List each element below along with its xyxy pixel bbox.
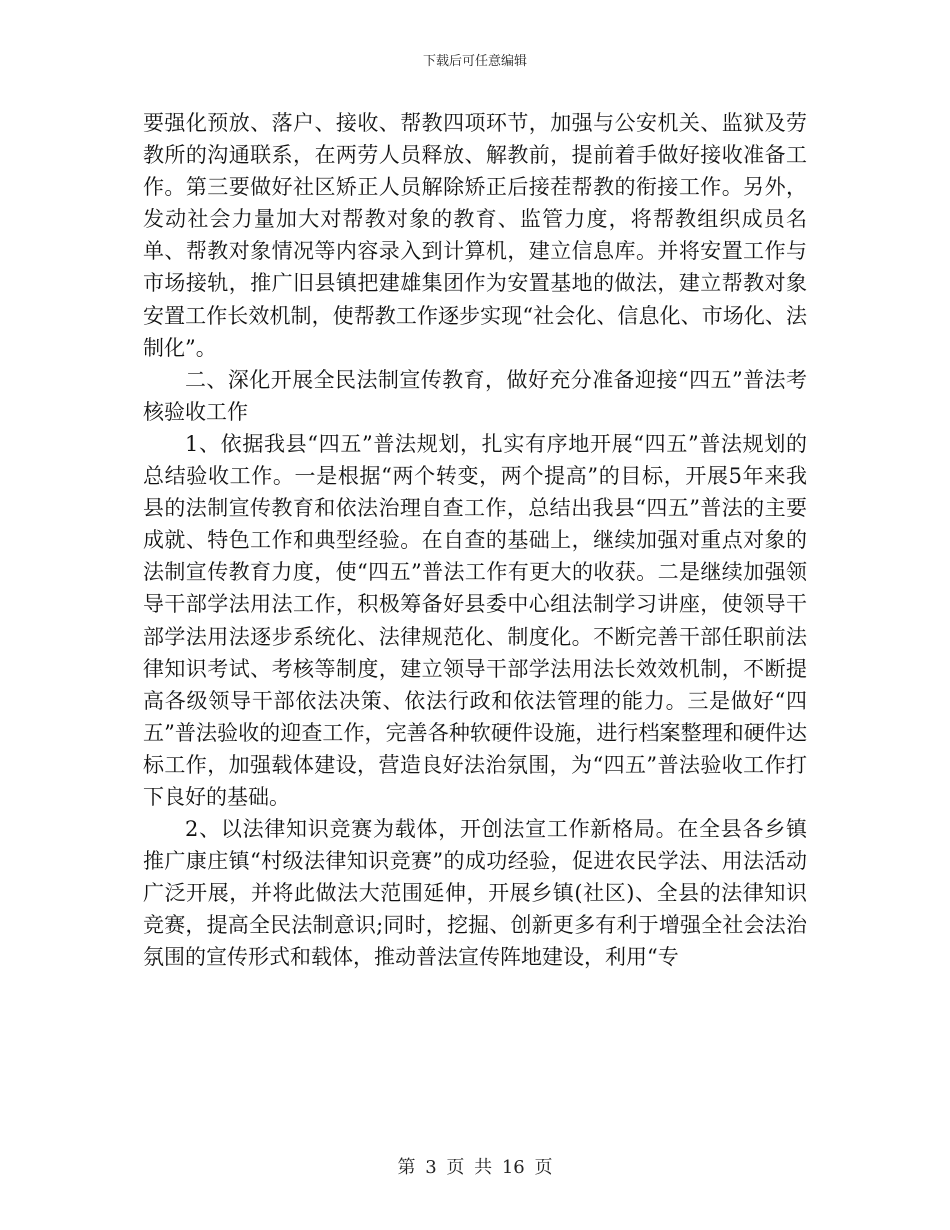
document-body [143, 107, 807, 974]
page-footer: 第 3 页 共 16 页 [397, 1157, 553, 1178]
page-header: 下载后可任意编辑 [422, 54, 527, 69]
paragraph-continuation: 要强化预放、落户、接收、帮教四项环节，加强与公安机关、监狱及劳教所的沟通联系，在两劳人员释放、解教前，提前着手做好接收准备工作。第三要做好社区矫正人员解除矫正后接茬帮教的衔接工作。另外，发动社会力量加大对帮教对象的教育、监管力度，将帮教组织成员名单、帮教对象情况等内容录入到计算机，建立信息库。并将安置工作与市场接轨，推广旧县镇把建雄集团作为安置基地的做法，建立帮教对象安置工作长效机制，使帮教工作逐步实现“社会化、信息化、市场化、法制化”。 [143, 111, 807, 360]
paragraph-item-1: 1、依据我县“四五”普法规划，扎实有序地开展“四五”普法规划的总结验收工作。一是根据“两个转变，两个提高”的目标，开展5年来我县的法制宣传教育和依法治理自查工作，总结出我县“四五”普法的主要成就、特色工作和典型经验。在自查的基础上，继续加强对重点对象的法制宣传教育力度，使“四五”普法工作有更大的收获。二是继续加强领导干部学法用法工作，积极筹备好县委中心组法制学习讲座，使领导干部学法用法逐步系统化、法律规范化、制度化。不断完善干部任职前法律知识考试、考核等制度，建立领导干部学法用法长效效机制，不断提高各级领导干部依法决策、依法行政和依法管理的能力。三是做好“四五”普法验收的迎查工作，完善各种软硬件设施，进行档案整理和硬件达标工作，加强载体建设，营造良好法治氛围，为“四五”普法验收工作打下良好的基础。 [143, 431, 807, 809]
section-heading: 二、深化开展全民法制宣传教育，做好充分准备迎接“四五”普法考核验收工作 [143, 367, 807, 424]
paragraph-item-2: 2、以法律知识竞赛为载体，开创法宣工作新格局。在全县各乡镇推广康庄镇“村级法律知识竞赛”的成功经验，促进农民学法、用法活动广泛开展，并将此做法大范围延伸，开展乡镇(社区)、全县的法律知识竞赛，提高全民法制意识;同时，挖掘、创新更多有利于增强全社会法治氛围的宣传形式和载体，推动普法宣传阵地建设，利用“专 [143, 817, 807, 970]
